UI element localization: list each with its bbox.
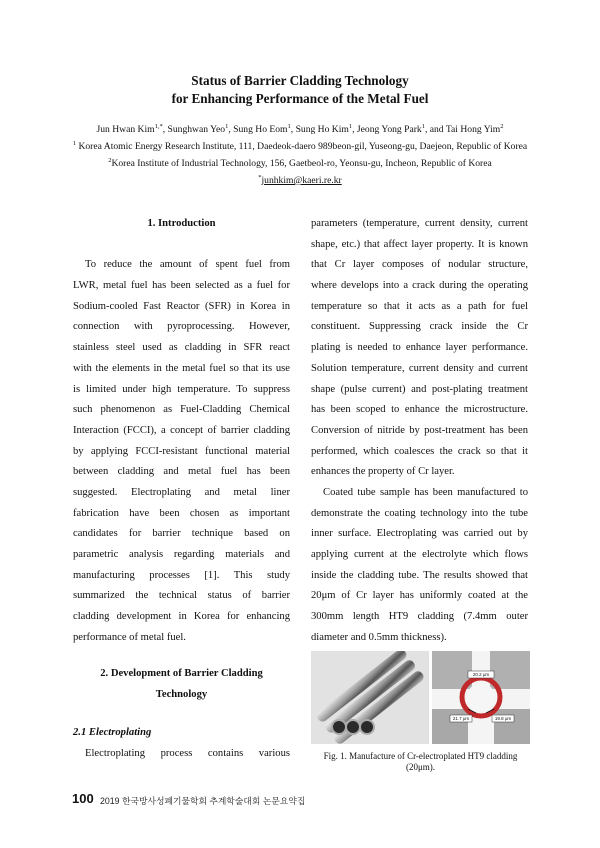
author-name: Jeong Yong Park [356, 124, 422, 135]
introduction-text-line: connection with pyroprocessing. However, [73, 321, 290, 333]
introduction-text-line: between cladding and metal fuel has been [73, 466, 290, 478]
cladding-cross-section-micrographs [432, 651, 530, 744]
paragraph-text-line: 300mm length HT9 cladding (7.4mm outer [311, 611, 528, 623]
paragraph-text-line: 20μm of Cr layer has uniformly coated at the [311, 590, 528, 602]
affiliation-1 [0, 139, 600, 154]
paragraph-text-line: performed, which coalesces the crack so that it [311, 445, 528, 457]
cross-section-illustration [432, 651, 530, 744]
author-separator: , [228, 124, 234, 135]
author-name: Jun Hwan Kim [96, 124, 155, 135]
subsection-2-1-heading: 2.1 Electroplating [73, 727, 152, 738]
introduction-text-line: manufacturing processes [1]. This study [73, 569, 290, 581]
left-column [73, 214, 290, 648]
paragraph-text-line: that Cr layer composes of nodular structure, [311, 259, 528, 271]
introduction-text-line: suggested. Electroplating and metal liner [73, 486, 290, 498]
author-list [0, 122, 600, 137]
paragraph-text-line: shape (pulse current) and post-plating treatment [311, 383, 528, 395]
right-paragraph-1 [311, 214, 528, 483]
author-separator: , and [424, 124, 446, 135]
cladding-tubes-illustration [311, 651, 429, 744]
paragraph-text-line: inside the cladding tube. The results showed that [311, 569, 528, 581]
paragraph-text-line: constituent. Suppressing crack inside the Cr [311, 321, 528, 333]
introduction-text-line: such phenomenon as Fuel-Cladding Chemical [73, 404, 290, 416]
introduction-text-line: performance of metal fuel. [73, 631, 186, 643]
paragraph-text-line: temperature so that it acts as a path for fuel [311, 300, 528, 312]
electroplating-text-line: Electroplating process contains various [85, 747, 290, 759]
paragraph-text-line: parameters (temperature, current density, current [311, 218, 528, 229]
author-affiliation-marker: 1 [348, 122, 353, 130]
introduction-text-line: with the elements in the metal fuel so that its use [73, 362, 290, 374]
figure-caption-line-1: Fig. 1. Manufacture of Cr-electroplated HT9 cladding [323, 751, 518, 761]
right-paragraph-2 [311, 483, 528, 649]
affiliation-2 [0, 156, 600, 171]
thickness-label-right: 19.8 μm [494, 716, 512, 721]
author-separator: , [352, 124, 357, 135]
email-link[interactable]: junhkim@kaeri.re.kr [261, 175, 342, 186]
introduction-text-line: fabrication have been chosen as important [73, 507, 290, 519]
author-name: Tai Hong Yim [445, 124, 501, 135]
author-affiliation-marker: 1 [287, 122, 291, 130]
author-name: Sung Ho Kim [295, 124, 349, 135]
cladding-tubes-photo [311, 651, 429, 744]
paragraph-text-line: applying current at the electrolyte which flows [311, 549, 528, 560]
paper-title-line-2: for Enhancing Performance of the Metal Fuel [171, 91, 429, 106]
author-affiliation-marker: 1 [225, 122, 229, 130]
footer-proceedings-title: 2019 한국방사성폐기물학회 추계학술대회 논문요약집 [100, 796, 306, 806]
introduction-text-line: LWR, metal fuel has been selected as a fuel for [73, 280, 290, 292]
paragraph-text-line: Solution temperature, current density and current [311, 362, 528, 374]
paragraph-text-line: enhances the property of Cr layer. [311, 466, 455, 478]
author-separator: , [162, 124, 168, 135]
introduction-paragraph [73, 255, 290, 648]
introduction-text-line: To reduce the amount of spent fuel from [85, 259, 290, 271]
author-name: Sung Ho Eom [233, 124, 288, 135]
contact-email [0, 173, 600, 188]
paragraph-text-line: where develops into a crack during the operating [311, 280, 528, 292]
paragraph-text-line: inner surface. Electroplating was carried out by [311, 528, 528, 540]
affiliation-1-marker: 1 [72, 139, 77, 147]
section-2-heading-line-2: Technology [155, 688, 208, 700]
subsection-2-1-block [73, 723, 290, 764]
paragraph-text-line: plating is needed to enhance layer performance. [311, 342, 528, 354]
right-column [311, 214, 528, 648]
affiliation-2-text: Korea Institute of Industrial Technology, 156, Gaetbeol-ro, Yeonsu-gu, Incheon, Republic of Korea [111, 158, 492, 169]
figure-caption-line-2: (20μm). [405, 762, 436, 772]
paragraph-text-line: Coated tube sample has been manufactured to [323, 486, 528, 498]
section-2-block [73, 664, 290, 705]
paragraph-text-line: has been scoped to enhance the microstructure. [311, 404, 528, 416]
introduction-text-line: Sodium-cooled Fast Reactor (SFR) in Korea in [73, 300, 290, 312]
introduction-text-line: by applying FCCI-resistant functional material [73, 445, 290, 457]
introduction-text-line: Interaction (FCCI), a concept of barrier cladding [73, 424, 290, 436]
introduction-text-line: cladding development in Korea for enhancing [73, 611, 290, 623]
paragraph-text-line: demonstrate the coating technology into the tube [311, 507, 528, 519]
paragraph-text-line: shape, etc.) that affect layer property. It is known [311, 238, 528, 250]
author-affiliation-marker: 1 [421, 122, 425, 130]
introduction-text-line: summarized the technical status of barrier [73, 590, 290, 602]
paper-title-line-1: Status of Barrier Cladding Technology [191, 73, 409, 88]
thickness-label-left: 21.7 μm [452, 716, 470, 721]
paragraph-text-line: diameter and 0.5mm thickness). [311, 631, 447, 643]
introduction-text-line: stainless steel used as cladding in SFR react [73, 342, 290, 354]
author-name: Sunghwan Yeo [167, 124, 226, 135]
email-marker: * [258, 173, 262, 181]
thickness-label-top: 20.2 μm [472, 672, 490, 677]
introduction-text-line: parametric analysis regarding materials and [73, 549, 290, 561]
page-number: 100 [72, 791, 94, 806]
author-affiliation-marker: 1,* [154, 122, 163, 130]
section-1-heading: 1. Introduction [147, 218, 216, 229]
section-2-heading-line-1: 2. Development of Barrier Cladding [100, 668, 263, 679]
author-separator: , [290, 124, 296, 135]
paragraph-text-line: Conversion of nitride by post-treatment has been [311, 424, 528, 436]
introduction-text-line: candidates for barrier technique based on [73, 528, 290, 540]
affiliation-2-marker: 2 [108, 156, 112, 164]
affiliation-1-text: Korea Atomic Energy Research Institute, 111, Daedeok-daero 989beon-gil, Yuseong-gu, Daejeon, Republic of Korea [76, 141, 528, 152]
figure-caption [311, 751, 530, 773]
introduction-text-line: is limited under high temperature. To suppress [73, 383, 290, 395]
author-affiliation-marker: 2 [500, 122, 504, 130]
